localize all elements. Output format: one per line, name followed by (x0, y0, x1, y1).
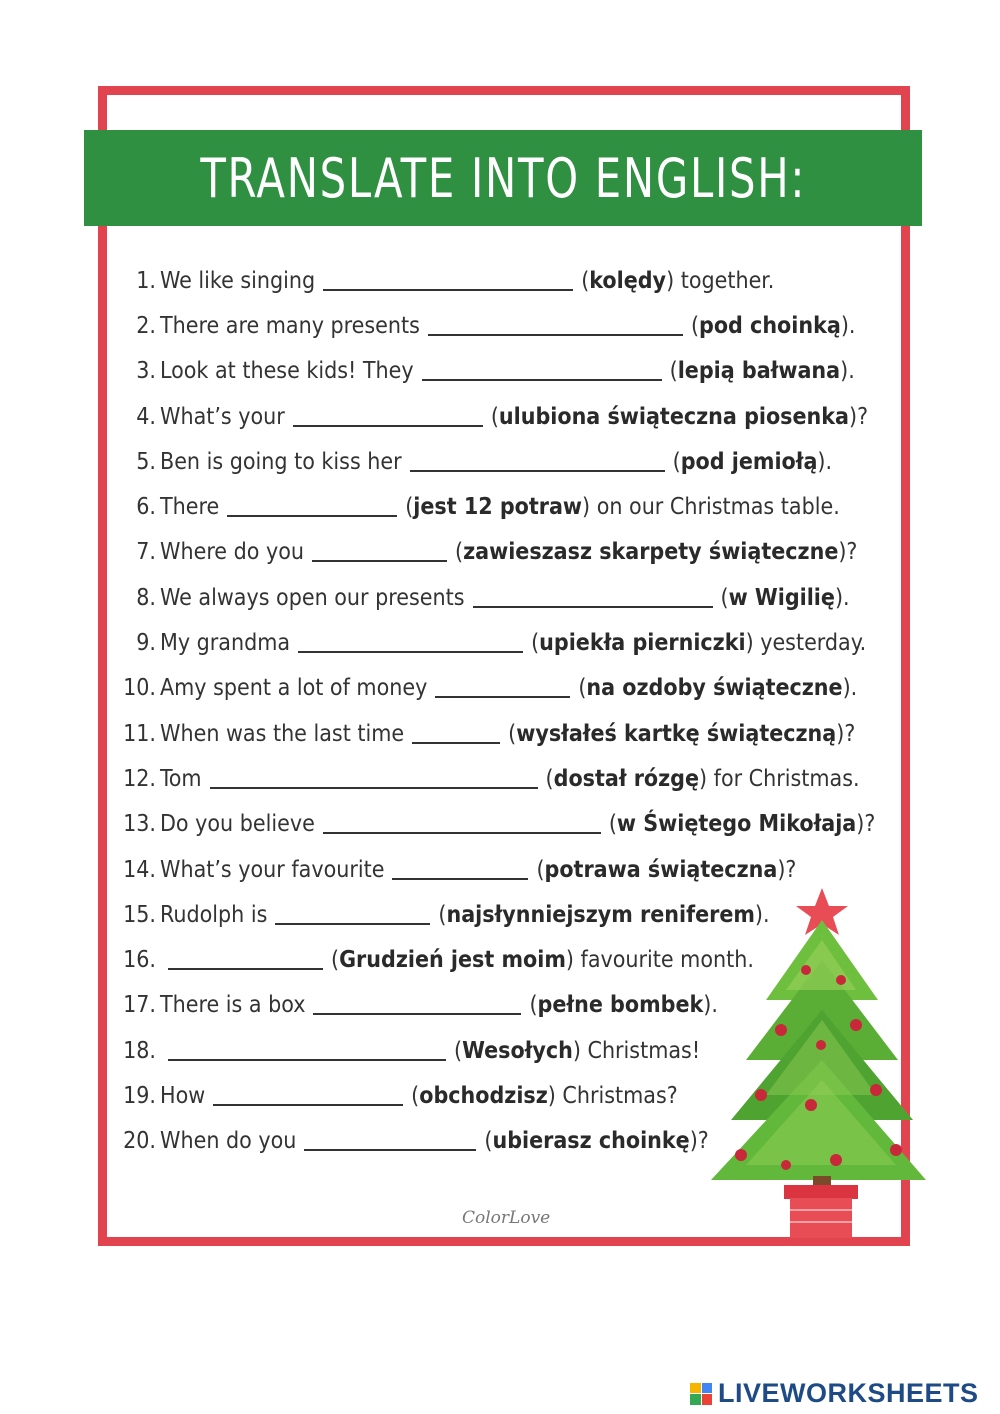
item-open-paren: ( (484, 1128, 493, 1155)
item-prompt: What’s your favourite (160, 856, 385, 883)
item-open-paren: ( (529, 992, 538, 1019)
polish-hint: jest 12 potraw (413, 494, 583, 521)
item-open-paren: ( (672, 448, 681, 475)
answer-blank[interactable] (227, 497, 397, 517)
polish-hint: ubierasz choinkę (492, 1128, 690, 1155)
polish-hint: lepią bałwana (677, 358, 841, 385)
item-ending: ). (817, 448, 833, 475)
polish-hint: zawieszasz skarpety świąteczne (463, 539, 839, 566)
item-ending: ) favourite month. (565, 947, 754, 974)
item-prompt: My grandma (160, 630, 291, 657)
exercise-item (118, 394, 898, 439)
item-number: 13. (123, 811, 156, 838)
liveworksheets-text: LIVEWORKSHEETS (718, 1378, 979, 1408)
exercise-item (118, 711, 898, 756)
answer-blank[interactable] (304, 1131, 476, 1151)
item-prompt: We like singing (160, 267, 316, 294)
exercise-item (118, 258, 898, 303)
item-open-paren: ( (690, 312, 700, 339)
exercise-item (118, 303, 898, 348)
exercise-item (118, 349, 898, 394)
exercise-item (118, 530, 898, 575)
item-ending: )? (777, 856, 797, 883)
item-open-paren: ( (454, 1037, 463, 1064)
item-prompt: Tom (160, 765, 202, 792)
polish-hint: na ozdoby świąteczne (586, 675, 843, 702)
polish-hint: upiekła pierniczki (539, 630, 746, 657)
exercise-item (118, 439, 898, 484)
item-prompt: Rudolph is (160, 901, 268, 928)
item-prompt: We always open our presents (160, 584, 465, 611)
item-prompt: What’s your (160, 403, 285, 430)
answer-blank[interactable] (323, 814, 601, 834)
item-ending: ). (834, 584, 850, 611)
item-open-paren: ( (490, 403, 499, 430)
answer-blank[interactable] (168, 1041, 446, 1061)
polish-hint: w Wigilię (728, 584, 835, 611)
item-open-paren: ( (581, 267, 590, 294)
title-banner (84, 130, 922, 226)
polish-hint: pod jemiołą (680, 448, 818, 475)
item-number: 19. (123, 1082, 156, 1109)
exercise-item (118, 756, 898, 801)
item-ending: )? (689, 1128, 709, 1155)
item-ending: ). (703, 992, 718, 1019)
item-prompt: There are many presents (160, 312, 420, 339)
answer-blank[interactable] (210, 769, 538, 789)
item-open-paren: ( (455, 539, 464, 566)
answer-blank[interactable] (298, 633, 523, 653)
liveworksheets-logo[interactable] (690, 1378, 979, 1409)
item-prompt: There is a box (160, 992, 306, 1019)
item-open-paren: ( (331, 947, 340, 974)
item-ending: ). (842, 675, 858, 702)
answer-blank[interactable] (323, 271, 573, 291)
item-number: 17. (123, 992, 156, 1019)
polish-hint: najsłynniejszym reniferem (446, 901, 755, 928)
answer-blank[interactable] (275, 905, 430, 925)
item-number: 10. (123, 675, 156, 702)
item-open-paren: ( (405, 494, 414, 521)
item-number: 15. (123, 901, 156, 928)
answer-blank[interactable] (473, 588, 713, 608)
polish-hint: Wesołych (462, 1037, 573, 1064)
answer-blank[interactable] (213, 1086, 403, 1106)
item-prompt: When was the last time (160, 720, 405, 747)
item-ending: ) together. (666, 267, 775, 294)
item-number: 8. (136, 584, 156, 611)
item-open-paren: ( (531, 630, 540, 657)
item-number: 16. (123, 947, 156, 974)
item-number: 6. (136, 494, 156, 521)
item-prompt: When do you (160, 1128, 297, 1155)
answer-blank[interactable] (410, 452, 665, 472)
item-open-paren: ( (438, 901, 447, 928)
polish-hint: wysłałeś kartkę świąteczną (516, 720, 837, 747)
item-open-paren: ( (536, 856, 545, 883)
item-ending: ). (840, 358, 855, 385)
exercise-item (118, 666, 898, 711)
item-number: 5. (136, 448, 156, 475)
item-ending: ) Christmas? (547, 1082, 678, 1109)
item-number: 18. (123, 1037, 156, 1064)
item-ending: )? (856, 811, 876, 838)
polish-hint: potrawa świąteczna (544, 856, 778, 883)
item-number: 7. (136, 539, 156, 566)
item-number: 14. (123, 856, 156, 883)
polish-hint: dostał rózgę (553, 765, 700, 792)
exercise-item (118, 802, 898, 847)
item-number: 11. (123, 720, 156, 747)
answer-blank[interactable] (312, 542, 447, 562)
item-open-paren: ( (508, 720, 517, 747)
exercise-item (118, 620, 898, 665)
item-prompt: Where do you (160, 539, 304, 566)
item-open-paren: ( (720, 584, 729, 611)
item-ending: ) for Christmas. (699, 765, 860, 792)
item-ending: )? (838, 539, 858, 566)
polish-hint: Grudzień jest moim (339, 947, 566, 974)
liveworksheets-icon (690, 1383, 712, 1405)
page-title: TRANSLATE INTO ENGLISH: (200, 146, 806, 210)
answer-blank[interactable] (422, 361, 662, 381)
item-number: 3. (136, 358, 156, 385)
item-open-paren: ( (608, 811, 617, 838)
item-number: 20. (123, 1128, 156, 1155)
item-prompt: Do you believe (160, 811, 315, 838)
item-open-paren: ( (411, 1082, 420, 1109)
exercise-item (118, 575, 898, 620)
item-prompt: Ben is going to kiss her (160, 448, 402, 475)
item-ending: ) on our Christmas table. (582, 494, 840, 521)
item-ending: ) Christmas! (572, 1037, 701, 1064)
item-ending: )? (849, 403, 869, 430)
item-number: 12. (123, 765, 156, 792)
answer-blank[interactable] (293, 407, 483, 427)
answer-blank[interactable] (412, 724, 500, 744)
polish-hint: obchodzisz (419, 1082, 548, 1109)
polish-hint: pełne bombek (537, 992, 704, 1019)
item-ending: ) yesterday. (745, 630, 867, 657)
item-number: 2. (136, 312, 156, 339)
polish-hint: ulubiona świąteczna piosenka (498, 403, 849, 430)
answer-blank[interactable] (428, 316, 683, 336)
answer-blank[interactable] (313, 995, 521, 1015)
item-open-paren: ( (669, 358, 678, 385)
polish-hint: w Świętego Mikołaja (616, 811, 857, 838)
answer-blank[interactable] (392, 860, 528, 880)
item-ending: )? (836, 720, 856, 747)
item-prompt: There (160, 494, 220, 521)
item-prompt: How (160, 1082, 206, 1109)
christmas-tree-illustration (706, 880, 926, 1240)
exercise-item (118, 484, 898, 529)
item-open-paren: ( (545, 765, 554, 792)
answer-blank[interactable] (435, 678, 570, 698)
item-number: 1. (136, 267, 156, 294)
polish-hint: pod choinką (699, 312, 841, 339)
item-ending: ). (840, 312, 856, 339)
item-number: 4. (136, 403, 156, 430)
polish-hint: kolędy (589, 267, 667, 294)
item-prompt: Look at these kids! They (160, 358, 414, 385)
item-number: 9. (136, 630, 156, 657)
item-ending: ). (754, 901, 770, 928)
item-prompt: Amy spent a lot of money (160, 675, 428, 702)
answer-blank[interactable] (168, 950, 323, 970)
brand-logo: ColorLove (462, 1208, 551, 1228)
item-open-paren: ( (578, 675, 587, 702)
